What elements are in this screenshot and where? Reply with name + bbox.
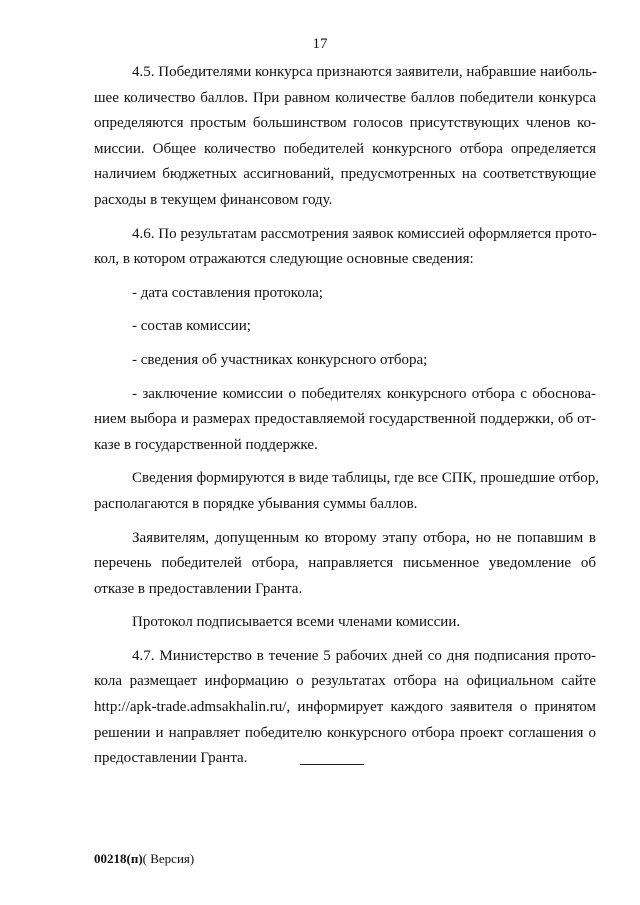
list-item-conclusion xyxy=(94,382,596,459)
paragraph-4-6 xyxy=(94,222,596,273)
text-line: http://apk-trade.admsakhalin.ru/, информирует каждого заявителя о принятом xyxy=(94,699,596,716)
end-separator-line xyxy=(300,764,364,765)
text-line: 4.6. По результатам рассмотрения заявок комиссией оформляется прото- xyxy=(132,225,597,242)
text-line: Протокол подписывается всеми членами комиссии. xyxy=(132,614,461,631)
text-line: шее количество баллов. При равном количестве баллов победители конкурса xyxy=(94,89,596,106)
paragraph-signature xyxy=(94,610,596,636)
text-line: располагаются в порядке убывания суммы баллов. xyxy=(94,495,418,512)
text-line: решении и направляет победителю конкурсного отбора проект соглашения о xyxy=(94,724,596,741)
text-line: предоставлении Гранта. xyxy=(94,750,248,767)
text-line: расходы в текущем финансовом году. xyxy=(94,191,333,208)
paragraph-rejection-notice xyxy=(94,526,596,603)
list-item-date xyxy=(94,281,596,307)
text-line: перечень победителей отбора, направляется письменное уведомление об xyxy=(94,555,596,572)
text-line: 4.5. Победителями конкурса признаются заявители, набравшие наиболь- xyxy=(132,64,597,80)
text-line: кола размещает информацию о результатах отбора на официальном сайте xyxy=(94,673,596,690)
text-line: наличием бюджетных ассигнований, предусмотренных на соответствующие xyxy=(94,166,596,183)
text-line: нием выбора и размерах предоставляемой государственной поддержки, об от- xyxy=(94,411,596,428)
text-line: Заявителям, допущенным ко второму этапу отбора, но не попавшим в xyxy=(132,529,596,546)
document-body xyxy=(94,60,599,772)
text-line: миссии. Общее количество победителей конкурсного отбора определяется xyxy=(94,140,596,157)
text-line: казе в государственной поддержке. xyxy=(94,436,318,453)
text-line: кол, в котором отражаются следующие основные сведения: xyxy=(94,251,474,268)
text-line: - состав комиссии; xyxy=(132,318,251,335)
text-line: - сведения об участниках конкурсного отбора; xyxy=(132,351,428,368)
text-line: - заключение комиссии о победителях конкурсного отбора с обоснова- xyxy=(132,385,596,402)
list-item-composition xyxy=(94,314,596,340)
list-item-participants xyxy=(94,348,596,374)
paragraph-4-5 xyxy=(94,60,596,214)
text-line: определяются простым большинством голосов присутствующих членов ко- xyxy=(94,115,596,132)
document-version: ( Версия) xyxy=(142,851,195,866)
paragraph-table-note xyxy=(94,466,599,517)
paragraph-4-7 xyxy=(94,644,596,772)
text-line: Сведения формируются в виде таблицы, где все СПК, прошедшие отбор, xyxy=(132,470,599,487)
text-line: 4.7. Министерство в течение 5 рабочих дней со дня подписания прото- xyxy=(132,647,596,664)
text-line: - дата составления протокола; xyxy=(132,284,323,301)
document-code: 00218(п) xyxy=(94,851,143,866)
text-line: отказе в предоставлении Гранта. xyxy=(94,580,303,597)
page-number: 17 xyxy=(312,36,328,52)
footer-document-code xyxy=(94,851,194,867)
